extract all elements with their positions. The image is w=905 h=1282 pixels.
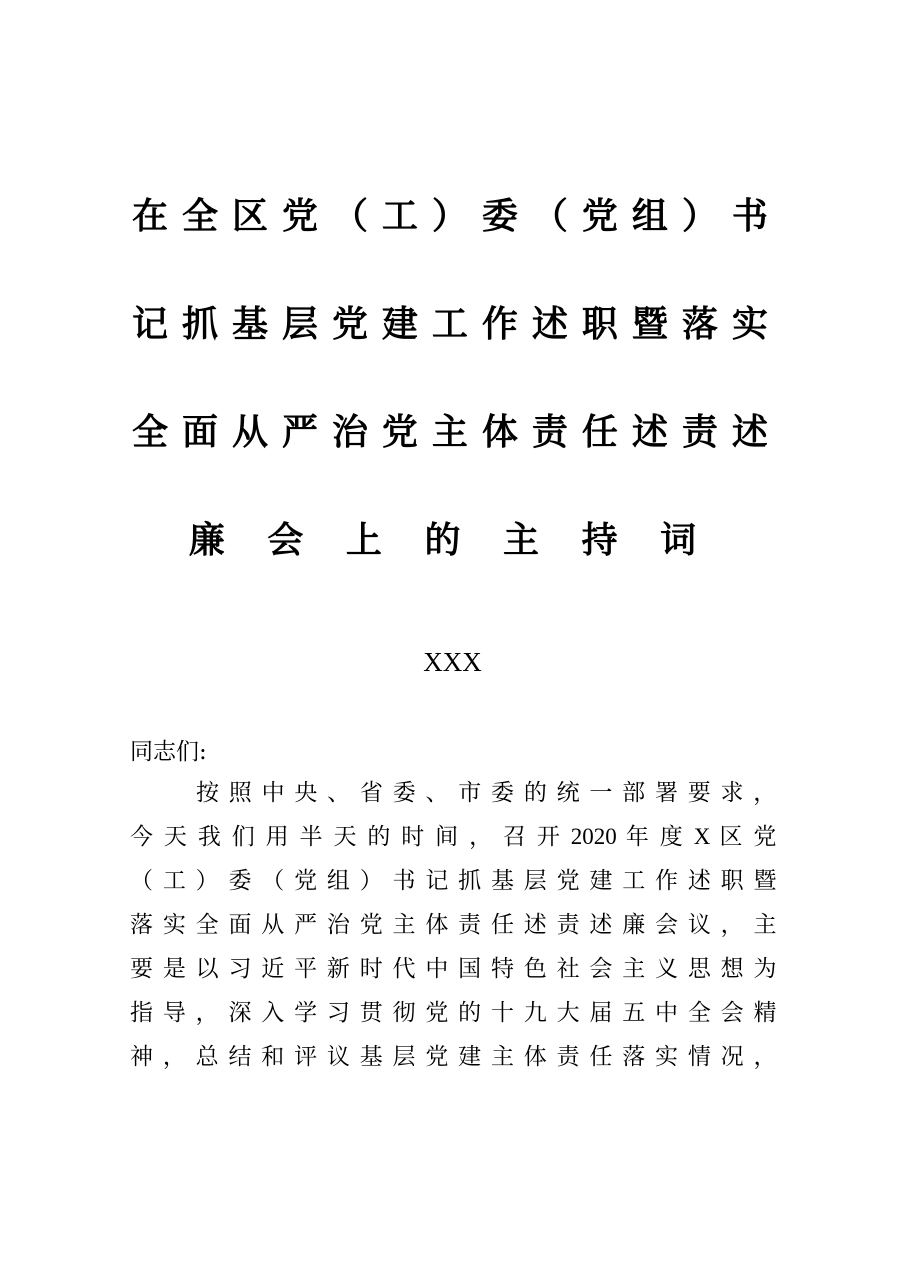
title-line-3: 全 面 从 严 治 党 主 体 责 任 述 责 述: [132, 411, 768, 453]
document-title: [132, 186, 768, 618]
title-line-4: 廉 会 上 的 主 持 词: [188, 519, 712, 561]
body-line-7: 神 ， 总 结 和 评 议 基 层 党 建 主 体 责 任 落 实 情 况 ，: [130, 1044, 777, 1070]
title-line-1: 在 全 区 党 （ 工 ） 委 （ 党 组 ） 书: [132, 195, 768, 237]
body-paragraph: [130, 776, 776, 1084]
body-line-2: 今 天 我 们 用 半 天 的 时 间 ， 召 开 2020 年 度 X 区 党: [130, 824, 777, 850]
body-line-1: 按 照 中 央 、 省 委 、 市 委 的 统 一 部 署 要 求 ，: [196, 780, 777, 806]
salutation: 同志们:: [130, 739, 207, 765]
body-line-6: 指 导 ， 深 入 学 习 贯 彻 党 的 十 九 大 届 五 中 全 会 精: [130, 1000, 777, 1026]
author-name: XXX: [423, 647, 482, 677]
body-line-4: 落 实 全 面 从 严 治 党 主 体 责 任 述 责 述 廉 会 议 ， 主: [130, 912, 777, 938]
body-line-3: （ 工 ） 委 （ 党 组 ） 书 记 抓 基 层 党 建 工 作 述 职 暨: [130, 868, 777, 894]
title-line-2: 记 抓 基 层 党 建 工 作 述 职 暨 落 实: [132, 303, 768, 345]
body-line-5: 要 是 以 习 近 平 新 时 代 中 国 特 色 社 会 主 义 思 想 为: [130, 956, 777, 982]
